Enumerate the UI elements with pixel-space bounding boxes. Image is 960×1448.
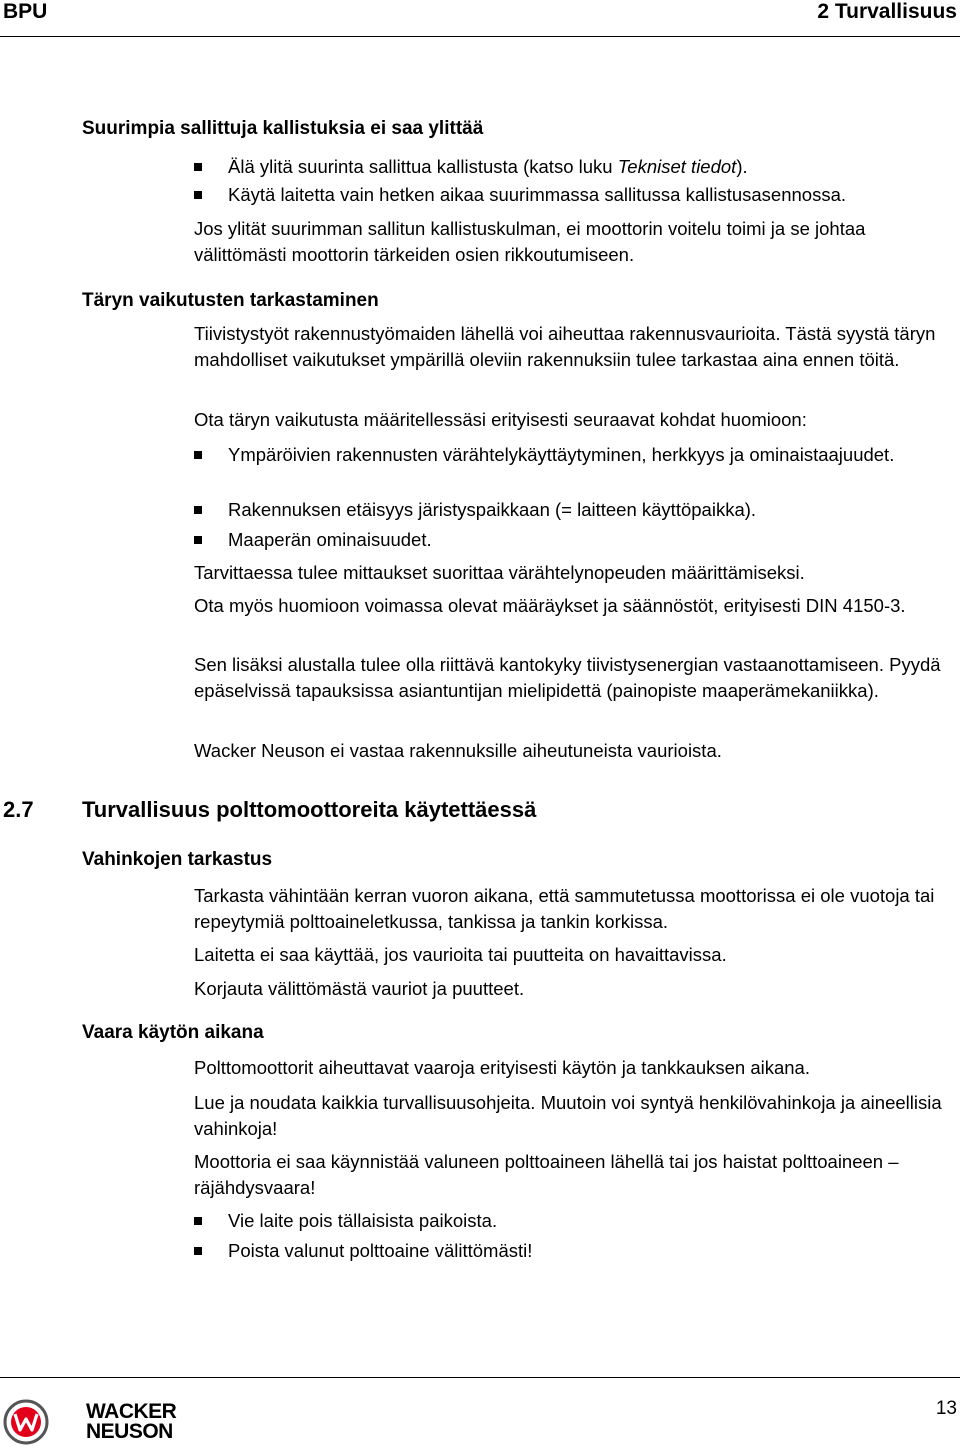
bullet-text: Käytä laitetta vain hetken aikaa suurimmassa sallitussa kallistusasennossa. xyxy=(228,184,847,205)
bullet-square-icon xyxy=(194,536,202,544)
paragraph: Tiivistystyöt rakennustyömaiden lähellä voi aiheuttaa rakennusvaurioita. Tästä syystä täryn mahdolliset vaikutukset ympärillä oleviin rakennuksiin tulee tarkastaa aina ennen töitä. xyxy=(194,323,936,370)
paragraph: Lue ja noudata kaikkia turvallisuusohjeita. Muutoin voi syntyä henkilövahinkoja ja aineellisia vahinkoja! xyxy=(194,1092,942,1139)
bullet-square-icon xyxy=(194,451,202,459)
paragraph: Polttomoottorit aiheuttavat vaaroja erityisesti käytön ja tankkauksen aikana. xyxy=(194,1057,810,1078)
bullet-text: Vie laite pois tällaisista paikoista. xyxy=(228,1210,498,1231)
bullet-item xyxy=(194,1208,956,1234)
section-heading-danger-operation: Vaara käytön aikana xyxy=(82,1022,264,1043)
paragraph: Korjauta välittömästä vauriot ja puutteet. xyxy=(194,978,525,999)
paragraph: Tarvittaessa tulee mittaukset suorittaa värähtelynopeuden määrittämiseksi. xyxy=(194,562,805,583)
bullet-square-icon xyxy=(194,163,202,171)
paragraph: Wacker Neuson ei vastaa rakennuksille aiheutuneista vaurioista. xyxy=(194,740,722,761)
bullet-item xyxy=(194,182,956,208)
header-chapter: 2 Turvallisuus xyxy=(817,0,957,23)
footer-rule xyxy=(0,1377,960,1378)
reference-technical-data: Tekniset tiedot xyxy=(617,156,737,177)
brand-line-1: WACKER xyxy=(86,1400,177,1423)
section-heading-vibration: Täryn vaikutusten tarkastaminen xyxy=(82,290,379,311)
page-header xyxy=(0,0,960,42)
paragraph: Laitetta ei saa käyttää, jos vaurioita tai puutteita on havaittavissa. xyxy=(194,944,727,965)
wacker-neuson-w-logo-icon xyxy=(3,1399,49,1445)
brand-wordmark xyxy=(86,1402,176,1442)
bullet-item xyxy=(194,527,956,553)
section-heading-damage-check: Vahinkojen tarkastus xyxy=(82,849,273,870)
chapter-title: Turvallisuus polttomoottoreita käytettäessä xyxy=(82,797,537,822)
brand-line-2: NEUSON xyxy=(86,1420,173,1443)
page-number: 13 xyxy=(935,1398,957,1419)
bullet-item xyxy=(194,1238,956,1264)
bullet-square-icon xyxy=(194,1247,202,1255)
bullet-item xyxy=(194,442,956,468)
bullet-text-post: ). xyxy=(736,156,748,177)
bullet-square-icon xyxy=(194,506,202,514)
header-model: BPU xyxy=(3,0,48,23)
bullet-square-icon xyxy=(194,191,202,199)
paragraph: Moottoria ei saa käynnistää valuneen polttoaineen lähellä tai jos haistat polttoaineen – räjähdysvaara! xyxy=(194,1151,899,1198)
paragraph: Ota myös huomioon voimassa olevat määräykset ja säännöstöt, erityisesti DIN 4150-3. xyxy=(194,595,906,616)
bullet-item xyxy=(194,154,956,180)
section-heading-tilt: Suurimpia sallittuja kallistuksia ei saa ylittää xyxy=(82,118,484,139)
paragraph: Tarkasta vähintään kerran vuoron aikana, että sammutetussa moottorissa ei ole vuotoja tai repeytymiä polttoaineletkussa, tankissa ja tankin korkissa. xyxy=(194,885,935,932)
chapter-number: 2.7 xyxy=(3,797,34,822)
bullet-text: Ympäröivien rakennusten värähtelykäyttäytyminen, herkkyys ja ominaistaajuudet. xyxy=(228,444,895,465)
paragraph: Ota täryn vaikutusta määritellessäsi erityisesti seuraavat kohdat huomioon: xyxy=(194,409,807,430)
bullet-text-pre: Älä ylitä suurinta sallittua kallistusta (katso luku xyxy=(228,156,618,177)
bullet-text: Maaperän ominaisuudet. xyxy=(228,529,432,550)
bullet-text: Rakennuksen etäisyys järistyspaikkaan (= laitteen käyttöpaikka). xyxy=(228,499,757,520)
bullet-text: Poista valunut polttoaine välittömästi! xyxy=(228,1240,533,1261)
bullet-item xyxy=(194,497,956,523)
bullet-square-icon xyxy=(194,1217,202,1225)
paragraph: Jos ylität suurimman sallitun kallistuskulman, ei moottorin voitelu toimi ja se johtaa välittömästi moottorin tärkeiden osien rikkoutumiseen. xyxy=(194,218,866,265)
header-rule xyxy=(0,36,960,37)
paragraph: Sen lisäksi alustalla tulee olla riittävä kantokyky tiivistysenergian vastaanottamiseen. Pyydä epäselvissä tapauksissa asiantuntijan mielipidettä (painopiste maaperämekaniikka). xyxy=(194,654,941,701)
